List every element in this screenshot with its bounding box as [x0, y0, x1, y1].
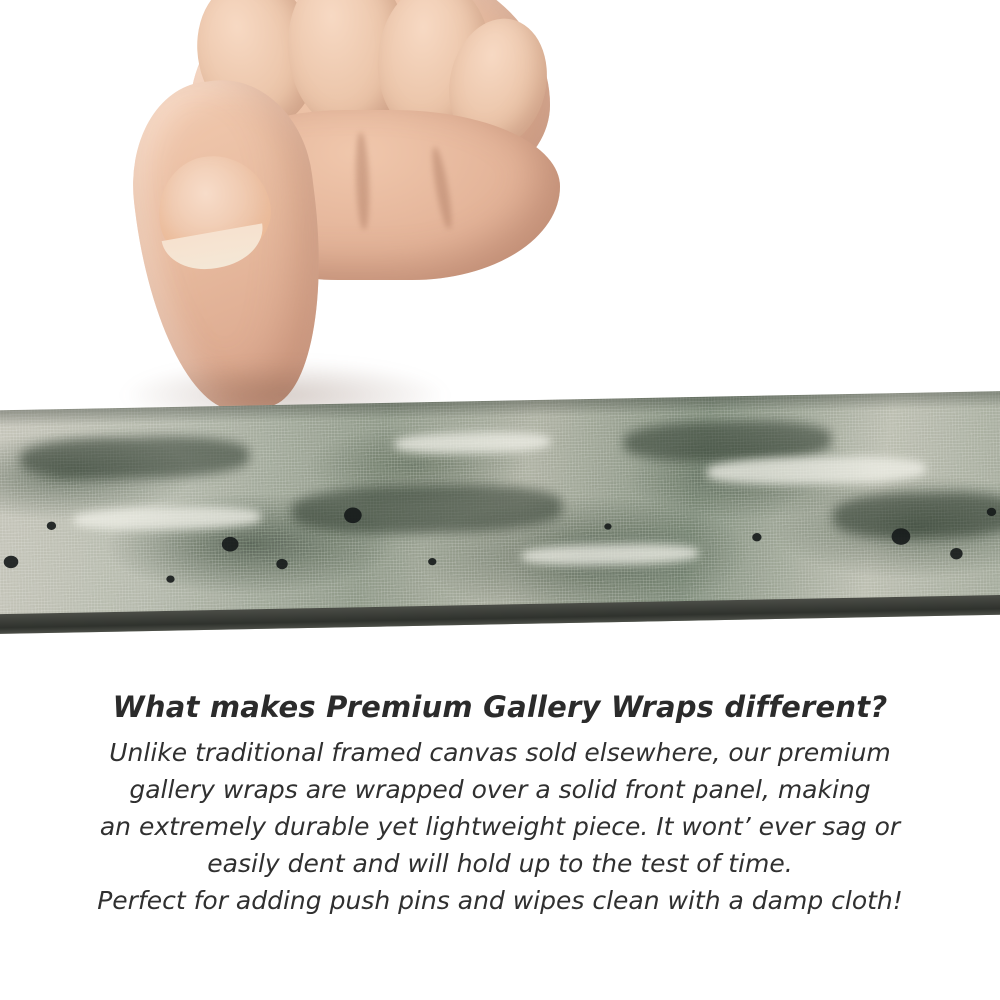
- caption-heading: What makes Premium Gallery Wraps different?: [112, 690, 888, 724]
- canvas-edge-icon: [0, 391, 1000, 635]
- caption-line-2: gallery wraps are wrapped over a solid front panel, making: [129, 775, 871, 804]
- caption-line-5: Perfect for adding push pins and wipes clean with a damp cloth!: [97, 886, 903, 915]
- caption-line-1: Unlike traditional framed canvas sold elsewhere, our premium: [109, 738, 891, 767]
- caption-block: [0, 690, 1000, 919]
- canvas-dark-streak: [833, 491, 1000, 540]
- caption-line-3: an extremely durable yet lightweight piece. It wont’ ever sag or: [99, 812, 901, 841]
- caption-line-4: easily dent and will hold up to the test of time.: [207, 849, 793, 878]
- canvas-speck: [752, 533, 762, 541]
